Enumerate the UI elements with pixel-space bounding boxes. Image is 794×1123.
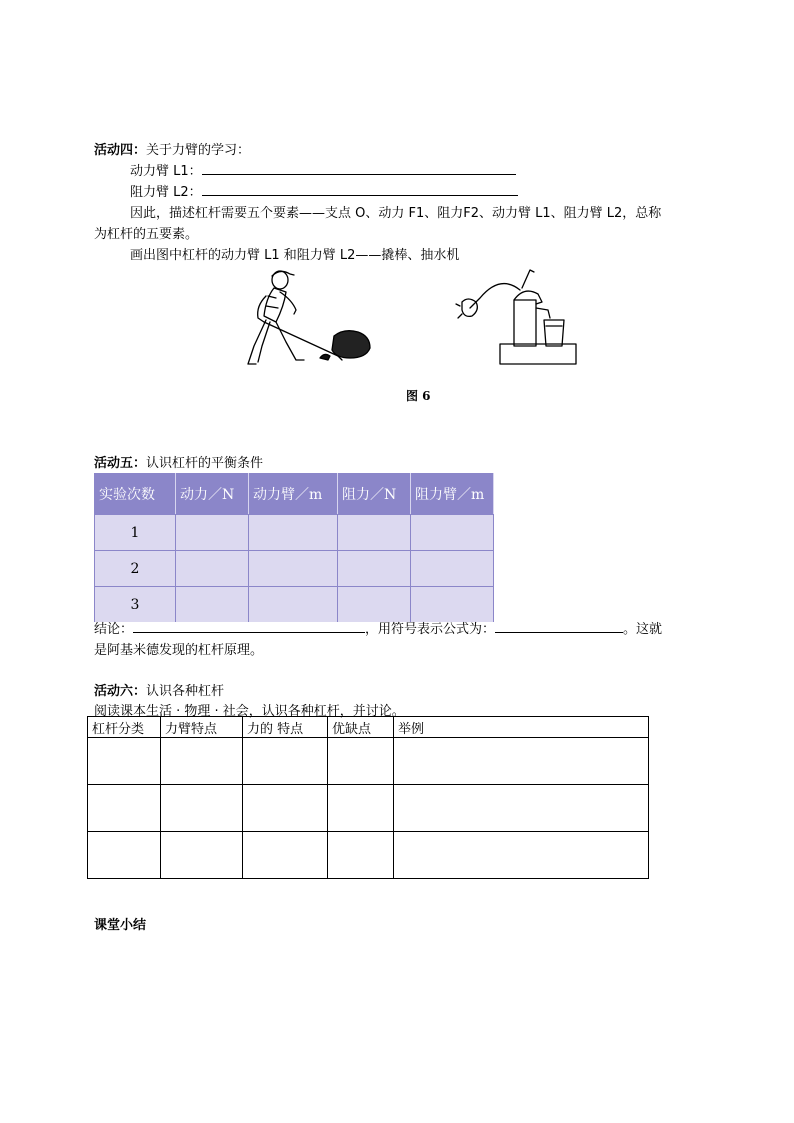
table-cell[interactable] — [88, 785, 161, 832]
column-header: 阻力臂／m — [411, 474, 494, 515]
figure-caption: 图 6 — [406, 389, 431, 403]
column-header: 举例 — [394, 717, 649, 738]
table-cell[interactable] — [249, 515, 338, 551]
table-cell[interactable] — [176, 587, 249, 623]
column-header: 力臂特点 — [161, 717, 243, 738]
formula-blank[interactable] — [495, 620, 623, 633]
resistance-arm-blank[interactable] — [202, 183, 518, 196]
trial-number: 2 — [95, 551, 176, 587]
activity5-heading — [94, 452, 263, 471]
table-cell[interactable] — [338, 515, 411, 551]
table-row — [95, 551, 494, 587]
table-cell[interactable] — [411, 551, 494, 587]
table-cell[interactable] — [249, 587, 338, 623]
table-cell[interactable] — [338, 587, 411, 623]
conclusion-blank[interactable] — [133, 620, 365, 633]
table-cell[interactable] — [394, 785, 649, 832]
column-header: 阻力／N — [338, 474, 411, 515]
lever-principle-text: 是阿基米德发现的杠杆原理。 — [94, 643, 264, 658]
conclusion-label: 结论： — [94, 622, 134, 637]
water-pump-illustration — [452, 264, 582, 370]
activity6-intro: 阅读课本生活 · 物理 · 社会，认识各种杠杆，并讨论。 — [94, 704, 405, 719]
activity4-subtitle: 关于力臂的学习： — [146, 143, 251, 158]
drawing-instruction: 画出图中杠杆的动力臂 L1 和阻力臂 L2——撬棒、抽水机 — [130, 248, 460, 263]
table-cell[interactable] — [88, 738, 161, 785]
table-header-row — [88, 717, 649, 738]
activity4-heading — [94, 139, 250, 158]
resistance-arm-label: 阻力臂 L2： — [130, 185, 202, 200]
column-header: 动力臂／m — [249, 474, 338, 515]
effort-arm-blank[interactable] — [202, 162, 516, 175]
summary-heading: 课堂小结 — [94, 918, 147, 933]
table-row — [88, 738, 649, 785]
crowbar-worker-illustration — [236, 266, 376, 370]
table-cell[interactable] — [161, 738, 243, 785]
activity5-title: 活动五： — [94, 456, 147, 471]
table-cell[interactable] — [243, 785, 328, 832]
five-elements-para-line2: 为杠杆的五要素。 — [94, 227, 199, 242]
table-cell[interactable] — [394, 832, 649, 879]
column-header: 动力／N — [176, 474, 249, 515]
column-header: 杠杆分类 — [88, 717, 161, 738]
effort-arm-line — [130, 160, 516, 179]
conclusion-line — [94, 618, 662, 637]
table-cell[interactable] — [394, 738, 649, 785]
balance-experiment-table — [94, 473, 494, 622]
table-cell[interactable] — [328, 738, 394, 785]
table-row — [95, 587, 494, 623]
table-cell[interactable] — [338, 551, 411, 587]
activity5-subtitle: 认识杠杆的平衡条件 — [146, 456, 264, 471]
table-cell[interactable] — [243, 738, 328, 785]
activity6-heading — [94, 680, 224, 699]
column-header: 力的 特点 — [243, 717, 328, 738]
table-cell[interactable] — [176, 515, 249, 551]
table-cell[interactable] — [249, 551, 338, 587]
trial-number: 3 — [95, 587, 176, 623]
table-cell[interactable] — [328, 785, 394, 832]
activity6-subtitle: 认识各种杠杆 — [146, 684, 225, 699]
effort-arm-label: 动力臂 L1： — [130, 164, 202, 179]
resistance-arm-line — [130, 181, 518, 200]
activity4-title: 活动四： — [94, 143, 147, 158]
column-header: 优缺点 — [328, 717, 394, 738]
table-cell[interactable] — [161, 785, 243, 832]
five-elements-para-line1: 因此，描述杠杆需要五个要素——支点 O、动力 F1、阻力F2、动力臂 L1、阻力臂 L2，总称 — [130, 206, 662, 221]
lever-classification-table — [87, 716, 649, 879]
table-cell[interactable] — [161, 832, 243, 879]
table-cell[interactable] — [411, 587, 494, 623]
table-cell[interactable] — [411, 515, 494, 551]
table-cell[interactable] — [176, 551, 249, 587]
column-header: 实验次数 — [95, 474, 176, 515]
conclusion-formula-label: ，用符号表示公式为： — [365, 622, 496, 637]
table-row — [95, 515, 494, 551]
conclusion-end: 。这就 — [623, 622, 663, 637]
trial-number: 1 — [95, 515, 176, 551]
table-row — [88, 832, 649, 879]
table-row — [88, 785, 649, 832]
table-cell[interactable] — [243, 832, 328, 879]
activity6-title: 活动六： — [94, 684, 147, 699]
table-cell[interactable] — [328, 832, 394, 879]
table-cell[interactable] — [88, 832, 161, 879]
table-header-row — [95, 474, 494, 515]
